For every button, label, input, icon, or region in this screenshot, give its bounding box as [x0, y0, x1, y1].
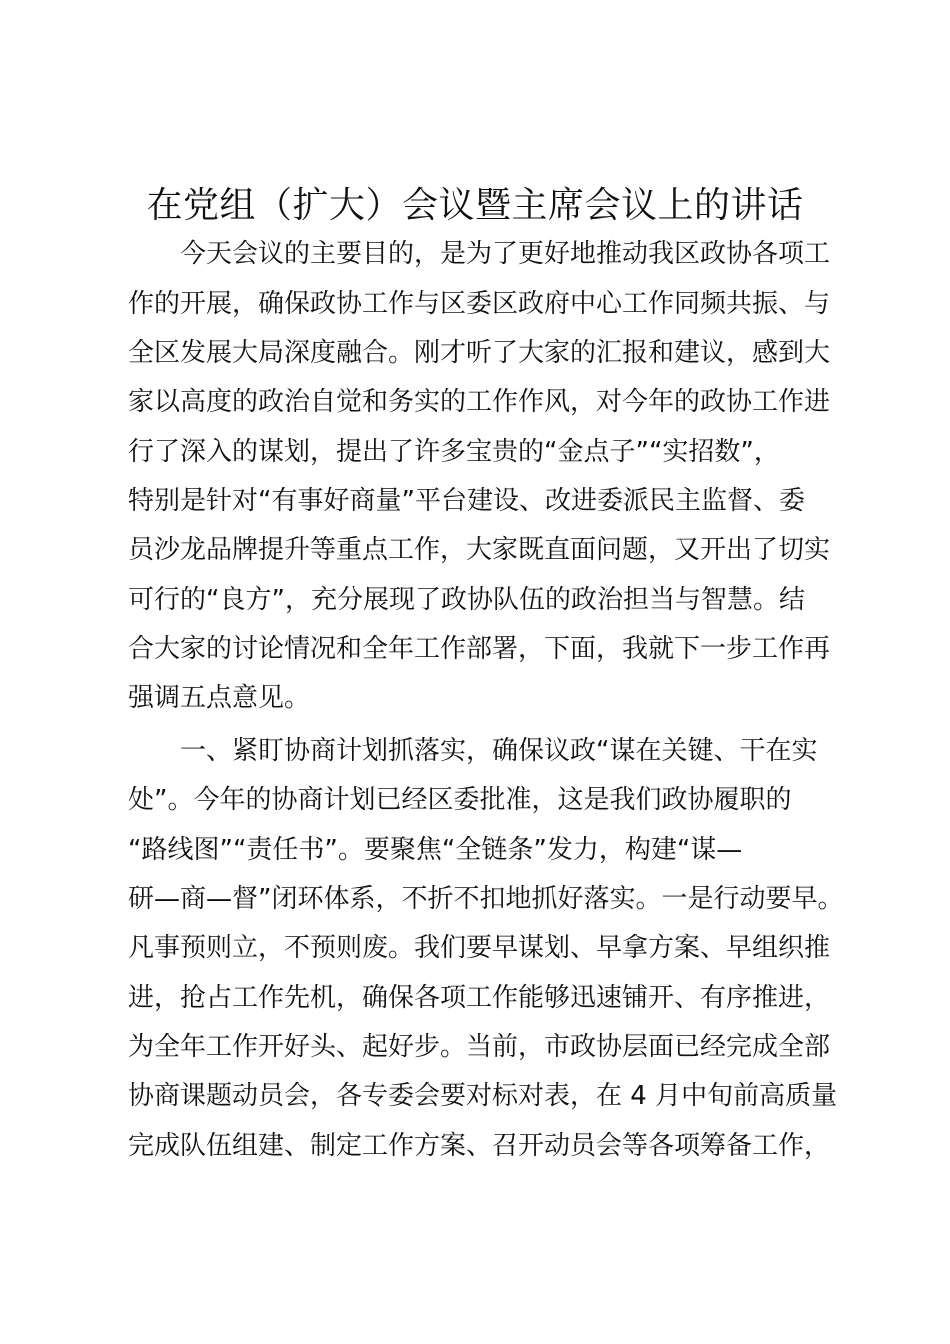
paragraph-line: 为全年工作开好头、起好步。当前，市政协层面已经完成全部: [128, 1032, 831, 1062]
paragraph-line: 协商课题动员会，各专委会要对标对表，在 4 月中旬前高质量: [128, 1081, 838, 1111]
paragraph-line: 完成队伍组建、制定工作方案、召开动员会等各项筹备工作，: [128, 1131, 831, 1161]
document-title: 在党组（扩大）会议暨主席会议上的讲话: [146, 185, 804, 226]
paragraph-line: 作的开展，确保政协工作与区委区政府中心工作同频共振、与: [128, 289, 831, 319]
paragraph-line: 研—商—督”闭环体系，不折不扣地抓好落实。一是行动要早。: [128, 884, 844, 914]
paragraph-line: 员沙龙品牌提升等重点工作，大家既直面问题，又开出了切实: [128, 535, 831, 565]
paragraph-line: 进，抢占工作先机，确保各项工作能够迅速铺开、有序推进，: [128, 983, 831, 1013]
paragraph-line: 行了深入的谋划，提出了许多宝贵的“金点子”“实招数”，: [128, 437, 780, 467]
paragraph-line: 今天会议的主要目的，是为了更好地推动我区政协各项工: [180, 239, 831, 269]
paragraph-line: 特别是针对“有事好商量”平台建设、改进委派民主监督、委: [128, 486, 805, 516]
paragraph-line: 家以高度的政治自觉和务实的工作作风，对今年的政协工作进: [128, 387, 831, 417]
paragraph-line: “路线图”“责任书”。要聚焦“全链条”发力，构建“谋—: [128, 835, 743, 865]
section-heading-line: 一、紧盯协商计划抓落实，确保议政“谋在关键、干在实: [180, 736, 818, 766]
paragraph-line: 可行的“良方”，充分展现了政协队伍的政治担当与智慧。结: [128, 585, 805, 615]
paragraph-line: 合大家的讨论情况和全年工作部署，下面，我就下一步工作再: [128, 634, 831, 664]
paragraph-line: 处”。今年的协商计划已经区委批准，这是我们政协履职的: [128, 785, 792, 815]
paragraph-line: 全区发展大局深度融合。刚才听了大家的汇报和建议，感到大: [128, 338, 831, 368]
paragraph-line: 强调五点意见。: [128, 683, 311, 713]
paragraph-line: 凡事预则立，不预则废。我们要早谋划、早拿方案、早组织推: [128, 933, 831, 963]
